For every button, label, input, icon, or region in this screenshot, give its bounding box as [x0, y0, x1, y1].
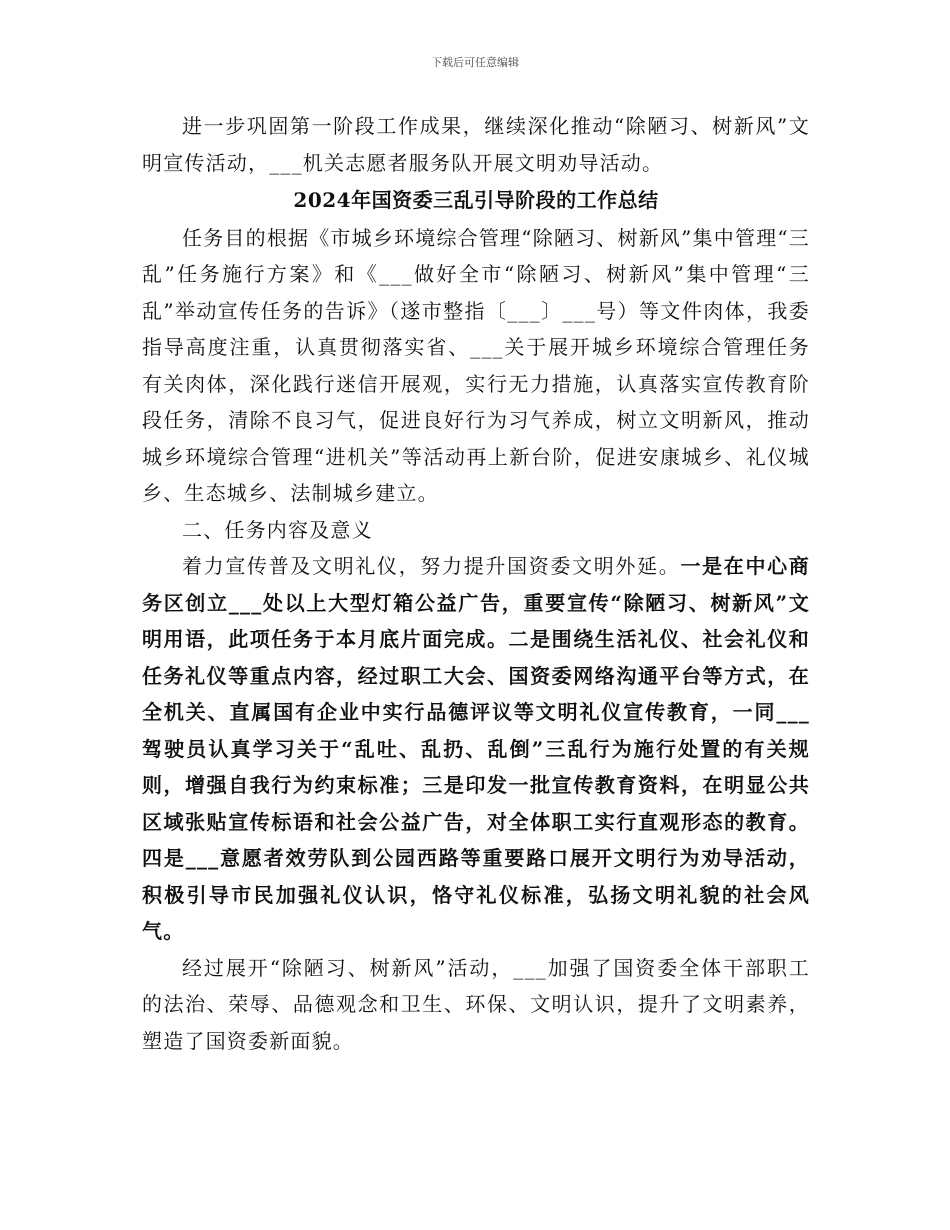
content-paragraph-bold: 一是在中心商务区创立___处以上大型灯箱公益广告，重要宣传“除陋习、树新风”文明用语，此项任务于本月底片面完成。二是围绕生活礼仪、社会礼仪和任务礼仪等重点内容，经过职工大会、国资委网络沟通平台等方式，在全机关、直属国有企业中实行品德评议等文明礼仪宣传教育，一同___驾驶员认真学习关于“乱吐、乱扔、乱倒”三乱行为施行处置的有关规则，增强自我行为约束标准；三是印发一批宣传教育资料，在明显公共区域张贴宣传标语和社会公益广告，对全体职工实行直观形态的教育。四是___意愿者效劳队到公园西路等重要路口展开文明行为劝导活动，积极引导市民加强礼仪认识，恪守礼仪标准，弘扬文明礼貌的社会风气。 [142, 554, 810, 943]
result-paragraph: 经过展开“除陋习、树新风”活动，___加强了国资委全体干部职工的法治、荣辱、品德观念和卫生、环保、文明认识，提升了文明素养，塑造了国资委新面貌。 [142, 955, 810, 1053]
content-paragraph-plain: 着力宣传普及文明礼仪，努力提升国资委文明外延。 [182, 554, 681, 578]
purpose-paragraph: 任务目的根据《市城乡环境综合管理“除陋习、树新风”集中管理“三乱”任务施行方案》和《___做好全市“除陋习、树新风”集中管理“三乱”举动宣传任务的告诉》（遂市整指〔___〕___号）等文件肉体，我委指导高度注重，认真贯彻落实省、___关于展开城乡环境综合管理任务有关肉体，深化践行迷信开展观，实行无力措施，认真落实宣传教育阶段任务，清除不良习气，促进良好行为习气养成，树立文明新风，推动城乡环境综合管理“进机关”等活动再上新台阶，促进安康城乡、礼仪城乡、生态城乡、法制城乡建立。 [142, 225, 810, 505]
document-title: 2024年国资委三乱引导阶段的工作总结 [293, 188, 659, 212]
section-heading: 二、任务内容及意义 [182, 517, 373, 542]
header-note: 下载后可任意编辑 [431, 56, 519, 69]
content-paragraph [142, 548, 810, 950]
intro-paragraph: 进一步巩固第一阶段工作成果，继续深化推动“除陋习、树新风”文明宣传活动，___机关志愿者服务队开展文明劝导活动。 [142, 114, 810, 175]
document-body [142, 108, 810, 1059]
